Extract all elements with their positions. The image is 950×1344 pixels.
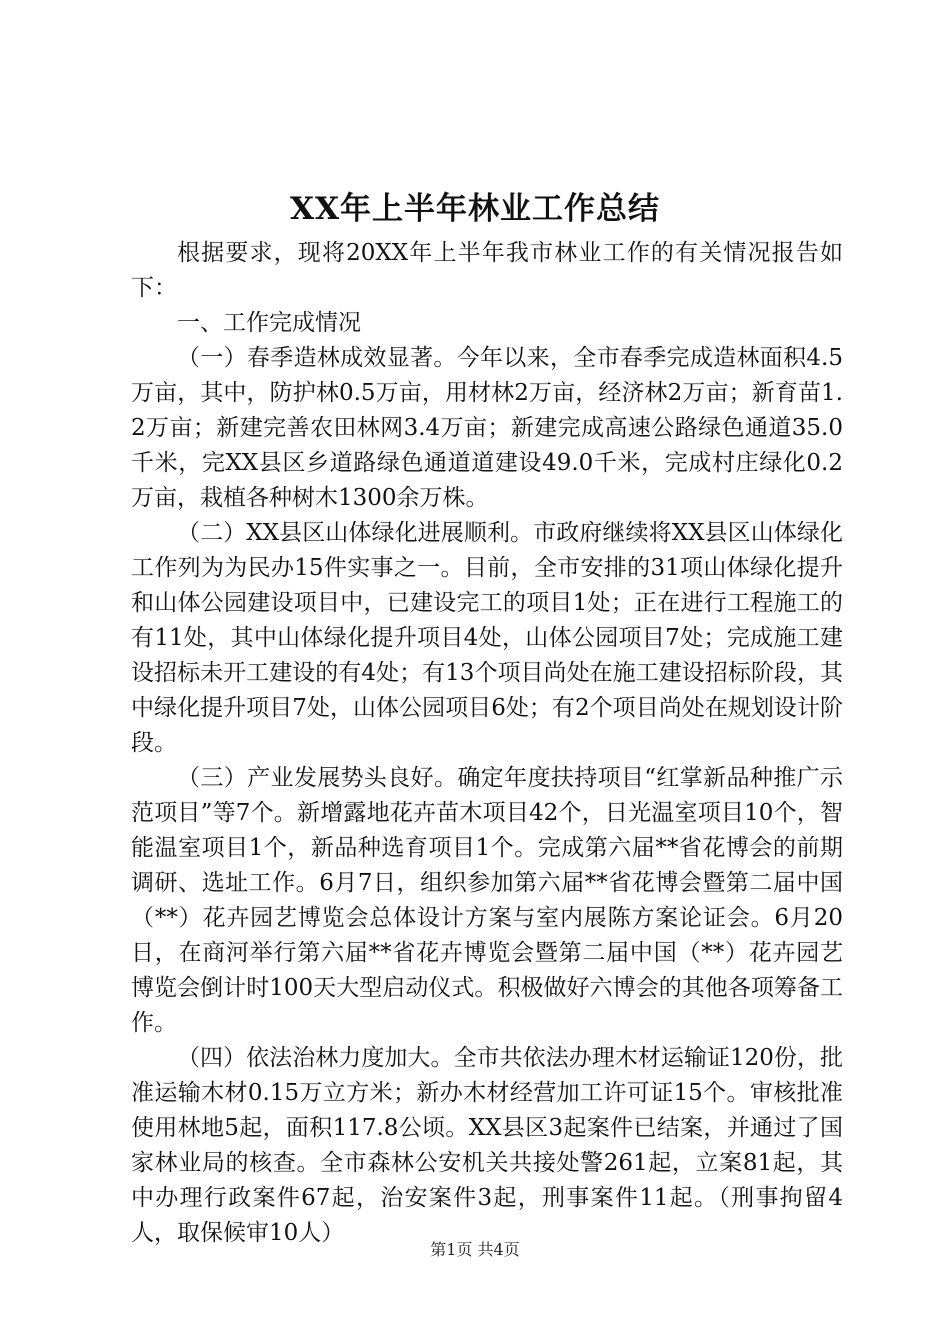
document-body [131, 236, 843, 1251]
paragraph-spring-afforestation: （一）春季造林成效显著。今年以来，全市春季完成造林面积4.5万亩，其中，防护林0.5万亩，用材林2万亩，经济林2万亩；新育苗1.2万亩；新建完善农田林网3.4万亩；新建完成高速公路绿色通道35.0千米，完XX县区乡道路绿色通道道建设49.0千米，完成村庄绿化0.2万亩，栽植各种树木1300余万株。 [131, 345, 843, 511]
paragraph-mountain-greening: （二）XX县区山体绿化进展顺利。市政府继续将XX县区山体绿化工作列为为民办15件实事之一。目前，全市安排的31项山体绿化提升和山体公园建设项目中，已建设完工的项目1处；正在进行工程施工的有11处，其中山体绿化提升项目4处，山体公园项目7处；完成施工建设招标未开工建设的有4处；有13个项目尚处在施工建设招标阶段，其中绿化提升项目7处，山体公园项目6处；有2个项目尚处在规划设计阶段。 [131, 520, 843, 756]
document-title: XX年上半年林业工作总结 [289, 191, 661, 227]
page-footer: 第1页 共4页 [430, 1240, 520, 1259]
paragraph-forest-law: （四）依法治林力度加大。全市共依法办理木材运输证120份，批准运输木材0.15万立方米；新办木材经营加工许可证15个。审核批准使用林地5起，面积117.8公顷。XX县区3起案件已结案，并通过了国家林业局的核查。全市森林公安机关共接处警261起，立案81起，其中办理行政案件67起，治安案件3起，刑事案件11起。（刑事拘留4人，取保候审10人） [131, 1045, 843, 1246]
section-heading: 一、工作完成情况 [177, 310, 361, 336]
intro-paragraph: 根据要求，现将20XX年上半年我市林业工作的有关情况报告如下： [131, 240, 843, 301]
paragraph-industry-development: （三）产业发展势头良好。确定年度扶持项目“红掌新品种推广示范项目”等7个。新增露地花卉苗木项目42个，日光温室项目10个，智能温室项目1个，新品种选育项目1个。完成第六届**省花博会的前期调研、选址工作。6月7日，组织参加第六届**省花博会暨第二届中国（**）花卉园艺博览会总体设计方案与室内展陈方案论证会。6月20日，在商河举行第六届**省花卉博览会暨第二届中国（**）花卉园艺博览会倒计时100天大型启动仪式。积极做好六博会的其他各项筹备工作。 [131, 765, 843, 1036]
